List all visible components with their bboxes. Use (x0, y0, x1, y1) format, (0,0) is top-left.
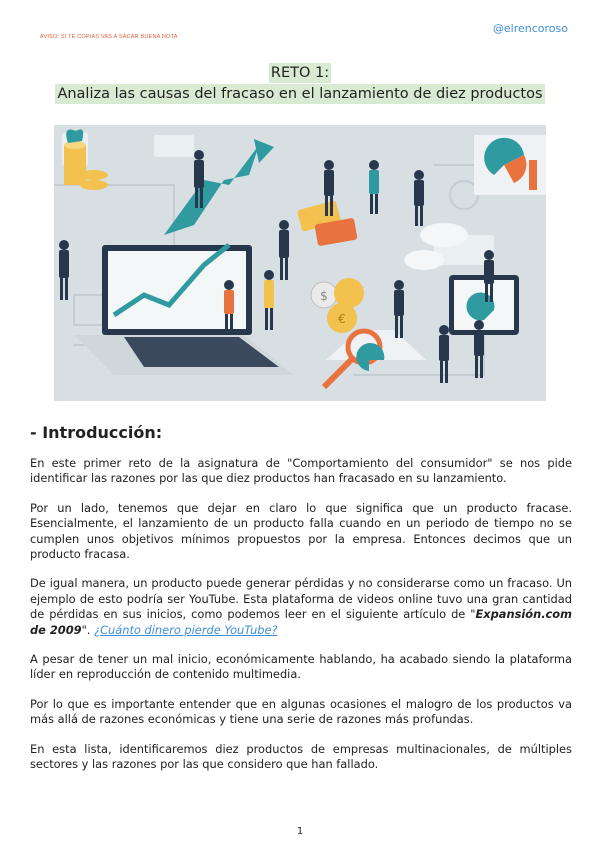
paragraph: Por lo que es importante entender que en algunas ocasiones el malogro de los productos va más allá de razones económicas y tiene una serie de razones más profundas. (30, 696, 572, 727)
business-analytics-illustration (54, 125, 546, 401)
title-line-1: RETO 1: (270, 65, 330, 81)
author-handle: @elrencoroso (492, 22, 568, 35)
paragraph: En esta lista, identificaremos diez productos de empresas multinacionales, de múltiples sectores y las razones por las que considero que han fallado. (30, 741, 572, 772)
paragraph-text: ". (81, 622, 95, 637)
paragraph-text: De igual manera, un producto puede generar pérdidas y no considerarse como un fracaso. Un ejemplo de esto podría ser YouTube. Esta plataforma de videos online tuvo una gran cantidad de pérdidas en sus inicios, como podemos leer en el siguiente artículo de " (30, 576, 572, 622)
page-number: 1 (296, 826, 304, 837)
document-body (30, 456, 572, 787)
document-title (0, 62, 600, 104)
title-line-2: Analiza las causas del fracaso en el lanzamiento de diez productos (57, 86, 543, 102)
copy-warning-notice: AVISO: SI TE COPIAS VAS A SACAR BUENA NOTA (40, 34, 178, 40)
hero-illustration (54, 125, 546, 401)
paragraph: En este primer reto de la asignatura de "Comportamiento del consumidor" se nos pide identificar las razones por las que diez productos han fracasado en su lanzamiento. (30, 456, 572, 486)
paragraph: A pesar de tener un mal inicio, económicamente hablando, ha acabado siendo la plataforma líder en reproducción de contenido multimedia. (30, 652, 572, 682)
dollar-coin-icon: $ (320, 289, 328, 303)
euro-coin-icon: € (338, 312, 346, 326)
youtube-losses-link[interactable]: ¿Cuánto dinero pierde YouTube? (94, 622, 278, 637)
source-reference: Expansión.com de 2009 (30, 607, 572, 637)
paragraph (30, 576, 572, 638)
paragraph: Por un lado, tenemos que dejar en claro lo que significa que un producto fracase. Esencialmente, el lanzamiento de un producto falla cuando en un periodo de tiempo no se cumplen unos objetivos mínimos propuestos por la empresa. Entonces decimos que un producto fracasa. (30, 500, 572, 562)
section-heading: - Introducción: (30, 423, 163, 442)
